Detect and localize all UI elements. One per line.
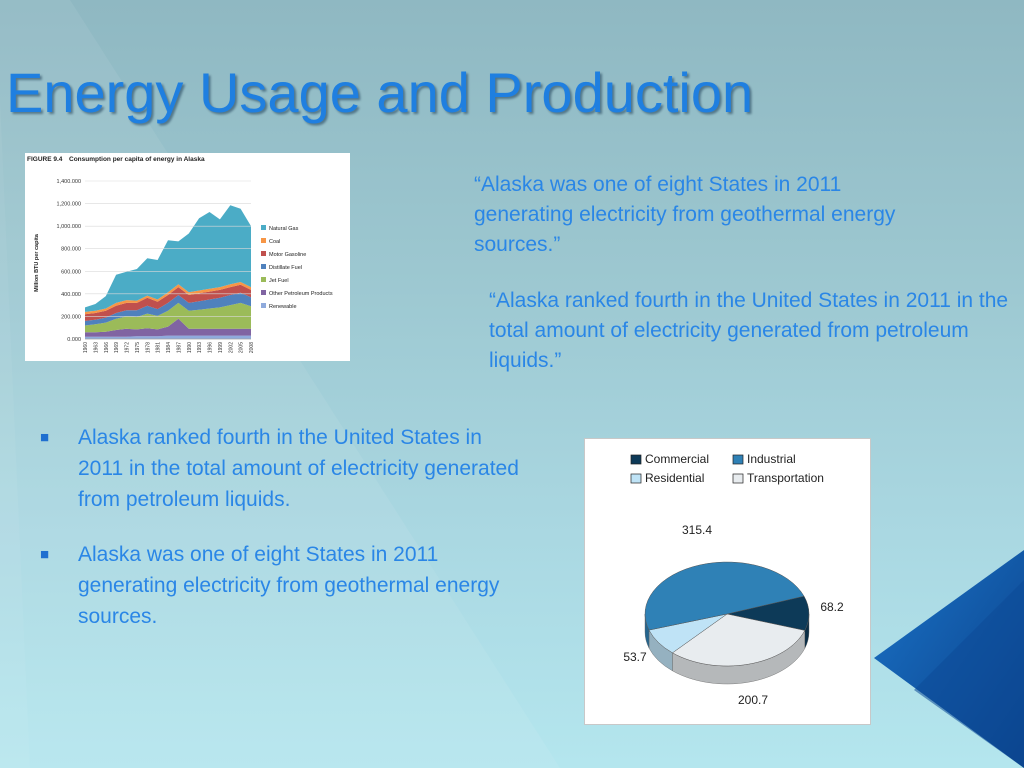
x-tick-label: 1975 [134, 342, 141, 354]
corner-decoration [874, 550, 1024, 768]
x-tick-label: 1996 [207, 342, 214, 354]
legend-swatch [261, 290, 266, 295]
y-tick-label: 1,400.000 [56, 179, 81, 185]
y-tick-label: 200.000 [61, 314, 81, 321]
legend-label: Commercial [645, 452, 710, 466]
legend-label: Motor Gasoline [269, 252, 307, 258]
legend-swatch [733, 455, 743, 464]
y-tick-label: 400.000 [61, 291, 81, 298]
pie-chart [585, 439, 870, 724]
pie-slices [645, 562, 809, 684]
legend-swatch [261, 225, 266, 230]
legend-swatch [261, 303, 266, 308]
energy-consumption-figure [25, 153, 350, 361]
y-tick-label: 1,000.000 [56, 224, 81, 231]
legend-swatch [631, 455, 641, 464]
bullet-text: Alaska ranked fourth in the United States in 2011 in the total amount of electricity generated from petroleum liquids. [78, 426, 519, 511]
x-tick-label: 1969 [114, 342, 121, 354]
legend-label: Transportation [747, 471, 824, 485]
legend-swatch [733, 474, 743, 483]
square-bullet-icon: ■ [40, 546, 50, 563]
quote-geothermal: “Alaska was one of eight States in 2011 generating electricity from geothermal energy sources.” [474, 173, 896, 256]
slide-title: Energy Usage and Production [6, 61, 754, 124]
area-chart [25, 153, 350, 361]
y-tick-label: 0.000 [67, 337, 81, 343]
legend-label: Renewable [269, 304, 297, 310]
legend-label: Distillate Fuel [269, 265, 303, 271]
x-tick-label: 1981 [155, 342, 162, 354]
legend-swatch [261, 238, 266, 243]
x-tick-label: 1990 [186, 342, 193, 354]
pie-value-label: 68.2 [820, 600, 844, 614]
x-tick-label: 2005 [238, 342, 245, 354]
legend-label: Jet Fuel [269, 278, 289, 284]
x-tick-label: 1993 [197, 342, 204, 354]
x-tick-label: 2002 [228, 342, 235, 354]
pie-legend [631, 452, 824, 485]
legend-swatch [261, 277, 266, 282]
area-series-group [85, 205, 251, 339]
x-tick-label: 1987 [176, 342, 183, 354]
bullet-list [40, 422, 520, 656]
sector-pie-chart-figure [584, 438, 871, 725]
quote-petroleum: “Alaska ranked fourth in the United States in 2011 in the total amount of electricity generated from petroleum liquids.” [489, 289, 1009, 372]
legend-label: Other Petroleum Products [269, 291, 333, 297]
bullet-text: Alaska was one of eight States in 2011 generating electricity from geothermal energy sources. [78, 543, 500, 628]
figure-label: FIGURE 9.4 [27, 156, 63, 163]
legend-swatch [261, 251, 266, 256]
area-legend [261, 225, 333, 310]
x-tick-label: 1963 [93, 342, 100, 354]
legend-swatch [261, 264, 266, 269]
legend-label: Natural Gas [269, 226, 299, 232]
y-axis-label: Million BTU per capita [34, 234, 40, 292]
x-tick-label: 1972 [124, 342, 131, 354]
x-tick-label: 1966 [103, 342, 110, 354]
pie-value-label: 315.4 [681, 523, 713, 537]
legend-swatch [631, 474, 641, 483]
x-tick-label: 1978 [145, 342, 152, 354]
square-bullet-icon: ■ [40, 429, 50, 446]
x-tick-label: 1999 [217, 342, 224, 354]
pie-value-label: 200.7 [737, 693, 769, 707]
x-tick-label: 1960 [83, 342, 89, 354]
x-axis-ticks [83, 342, 255, 353]
x-tick-label: 2008 [249, 342, 255, 354]
bullet-item [40, 539, 520, 632]
legend-label: Residential [645, 471, 705, 485]
y-tick-label: 1,200.000 [56, 201, 81, 208]
x-tick-label: 1984 [166, 342, 172, 354]
y-tick-label: 600.000 [61, 269, 81, 276]
chart-title: Consumption per capita of energy in Alaska [69, 156, 205, 163]
legend-label: Industrial [747, 452, 796, 466]
pie-value-label: 53.7 [623, 650, 647, 664]
y-tick-label: 800.000 [61, 246, 81, 253]
bullet-item [40, 422, 520, 515]
legend-label: Coal [269, 239, 281, 245]
